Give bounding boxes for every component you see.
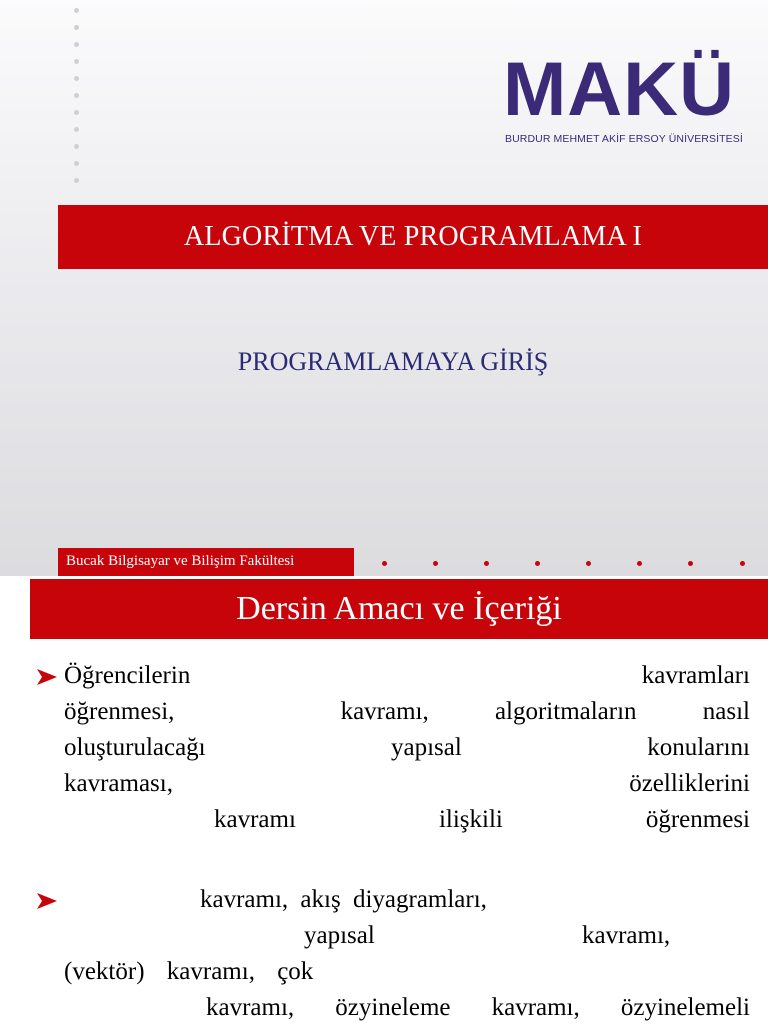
word: çok <box>277 958 314 985</box>
word: öğrenmesi <box>645 806 750 833</box>
arrow-bullet-icon <box>36 891 58 911</box>
decorative-dot <box>74 161 79 166</box>
content-slide <box>0 576 768 1024</box>
text-line <box>64 658 750 694</box>
text-line <box>64 694 750 730</box>
decorative-dot <box>484 561 489 566</box>
word: kavramı, <box>340 698 429 725</box>
text-line <box>64 990 750 1024</box>
text-line <box>64 730 750 766</box>
word: kavramları <box>641 662 750 689</box>
text-line <box>64 802 750 838</box>
word: yapısal <box>304 922 375 949</box>
text-line <box>64 918 750 954</box>
word: ilişkili <box>438 806 503 833</box>
faculty-label-box <box>58 548 354 576</box>
logo-subtitle: BURDUR MEHMET AKİF ERSOY ÜNİVERSİTESİ <box>505 133 743 145</box>
decorative-dot <box>586 561 591 566</box>
word: özelliklerini <box>629 770 750 797</box>
word: nasıl <box>702 698 750 725</box>
faculty-label: Bucak Bilgisayar ve Bilişim Fakültesi <box>66 553 295 569</box>
word: kavramı <box>214 806 296 833</box>
course-title: ALGORİTMA VE PROGRAMLAMA I <box>183 221 643 252</box>
decorative-dots-vertical <box>74 8 82 198</box>
content-heading-banner <box>30 579 768 639</box>
word: kavramı, <box>491 994 580 1021</box>
decorative-dot <box>74 144 79 149</box>
decorative-dot <box>740 561 745 566</box>
word: özyineleme <box>335 994 451 1021</box>
course-title-banner <box>58 205 768 269</box>
arrow-bullet-icon <box>36 667 58 687</box>
decorative-dot <box>688 561 693 566</box>
content-heading: Dersin Amacı ve İçeriği <box>236 590 562 627</box>
text-line <box>64 954 750 990</box>
word: konularını <box>647 734 750 761</box>
decorative-dot <box>74 59 79 64</box>
word: özyinelemeli <box>620 994 750 1021</box>
decorative-dot <box>637 561 642 566</box>
decorative-dot <box>433 561 438 566</box>
decorative-dot <box>382 561 387 566</box>
decorative-dot <box>74 127 79 132</box>
word: kavramı, <box>206 994 295 1021</box>
logo-wordmark: MAKÜ <box>503 47 735 132</box>
text-line <box>64 882 750 918</box>
word: (vektör) <box>64 958 145 985</box>
decorative-dot <box>74 42 79 47</box>
decorative-dot <box>74 93 79 98</box>
word: yapısal <box>391 734 462 761</box>
word: kavraması, <box>64 770 173 797</box>
decorative-dot <box>74 178 79 183</box>
text-line <box>64 766 750 802</box>
word: kavramı, <box>200 886 289 913</box>
word: kavramı, <box>582 922 671 949</box>
word: algoritmaların <box>494 698 637 725</box>
word: diyagramları, <box>352 886 487 913</box>
decorative-dot <box>74 110 79 115</box>
word: akış <box>300 886 341 913</box>
decorative-dot <box>535 561 540 566</box>
university-logo <box>503 47 759 152</box>
bullet-paragraph <box>64 882 750 1024</box>
word: oluşturulacağı <box>64 734 206 761</box>
bullet-paragraph <box>64 658 750 838</box>
word: kavramı, <box>166 958 255 985</box>
decorative-dot <box>74 8 79 13</box>
slide-subtitle: PROGRAMLAMAYA GİRİŞ <box>237 347 549 376</box>
word: Öğrencilerin <box>64 662 191 689</box>
word: öğrenmesi, <box>64 698 175 725</box>
decorative-dot <box>74 76 79 81</box>
decorative-dot <box>74 25 79 30</box>
